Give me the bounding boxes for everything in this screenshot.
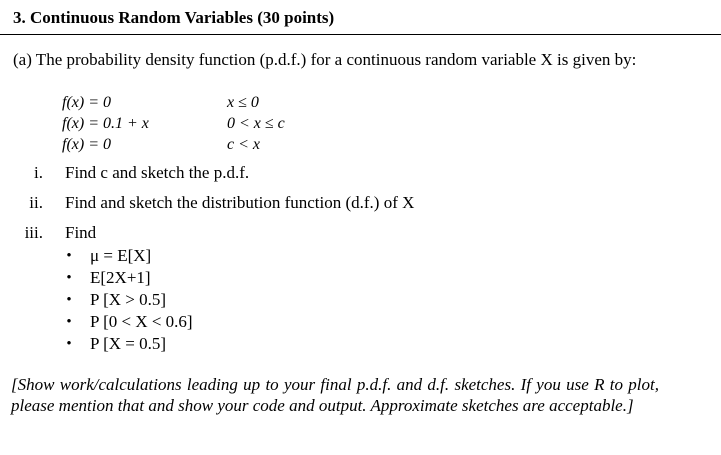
bullet-icon: • [66, 314, 72, 330]
bullet-icon: • [66, 336, 72, 352]
bullet-item [62, 289, 322, 311]
bullet-text: P [X = 0.5] [90, 334, 167, 353]
pdf-expression: f(x) = 0 [62, 94, 111, 111]
bullet-icon: • [66, 292, 72, 308]
pdf-piece-1 [62, 93, 322, 113]
bullet-text: P [X > 0.5] [90, 290, 167, 309]
pdf-condition: x ≤ 0 [227, 94, 259, 111]
bullet-icon: • [66, 270, 72, 286]
item-text: Find and sketch the distribution function (d.f.) of X [65, 193, 415, 212]
bullet-text: μ = E[X] [90, 246, 152, 265]
item-number: ii. [29, 193, 43, 212]
question-item-ii [13, 192, 653, 214]
item-number: i. [34, 163, 43, 182]
bullet-text: P [0 < X < 0.6] [90, 312, 193, 331]
pdf-expression: f(x) = 0.1 + x [62, 115, 149, 132]
question-item-i [13, 162, 653, 184]
item-number: iii. [24, 223, 43, 242]
part-a-intro: (a) The probability density function (p.d.f.) for a continuous random variable X is given by: [13, 50, 637, 69]
bullet-item [62, 267, 322, 289]
bullet-item [62, 311, 322, 333]
bullet-item [62, 245, 322, 267]
pdf-condition: 0 < x ≤ c [227, 115, 285, 132]
pdf-piece-3 [62, 135, 322, 155]
pdf-condition: c < x [227, 136, 260, 153]
item-text: Find [65, 223, 97, 242]
bullet-icon: • [66, 248, 72, 264]
pdf-piece-2 [62, 114, 322, 134]
bullet-text: E[2X+1] [90, 268, 151, 287]
item-text: Find c and sketch the p.d.f. [65, 163, 250, 182]
pdf-expression: f(x) = 0 [62, 136, 111, 153]
instructions-note: [Show work/calculations leading up to your final p.d.f. and d.f. sketches. If you use R to plot, please mention that and show your code and output. Approximate sketches are acceptable.] [11, 375, 659, 415]
title-divider [0, 34, 721, 35]
bullet-item [62, 333, 322, 355]
problem-title: 3. Continuous Random Variables (30 points) [13, 8, 335, 27]
question-item-iii [13, 222, 653, 244]
